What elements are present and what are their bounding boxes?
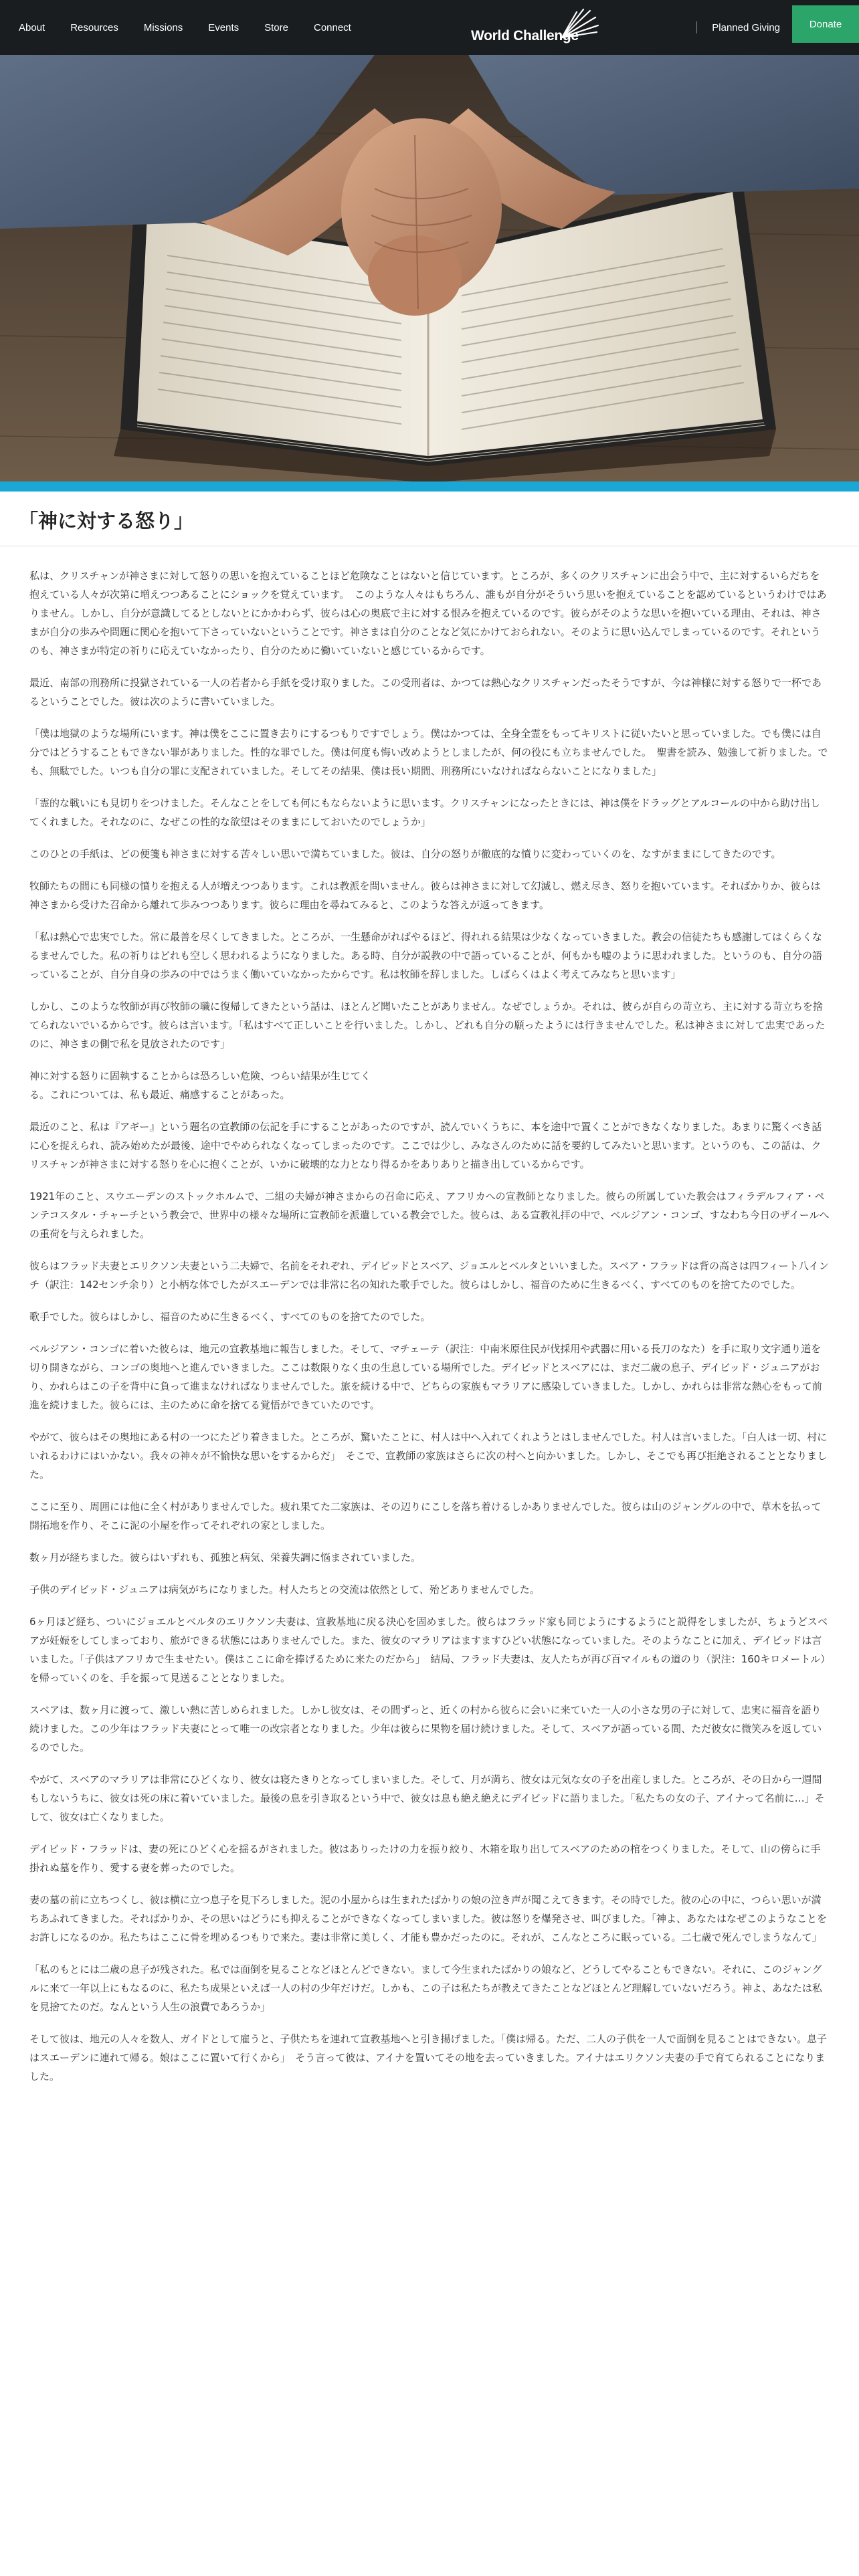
article-paragraph: スベアは、数ヶ月に渡って、激しい熱に苦しめられました。しかし彼女は、その間ずっと、近くの村から彼らに会いに来ていた一人の小さな男の子に対して、忠実に福音を語り続けました。この少年はフラッド夫妻にとって唯一の改宗者となりました。少年は彼らに果物を届け続けました。そして、スベアが語っている間、ただ彼女に微笑みを返しているのでした。 xyxy=(29,1704,822,1753)
nav-item-about[interactable]: About xyxy=(19,21,45,33)
donate-button[interactable]: Donate xyxy=(792,5,859,43)
article-paragraph: 「霊的な戦いにも見切りをつけました。そんなことをしても何にもならないように思います。クリスチャンになったときには、神は僕をドラッグとアルコールの中から助け出してくれました。それなのに、なぜこの性的な欲望はそのままにしておいたのでしょうか」 xyxy=(29,797,820,828)
article-paragraph: 6ヶ月ほど経ち、ついにジョエルとベルタのエリクソン夫妻は、宣教基地に戻る決心を固めました。彼らはフラッド家も同じようにするようにと説得をしましたが、ちょうどスベアが妊娠をしてしまっており、旅ができる状態にはありませんでした。また、彼女のマラリアはますますひどい状態になっていました。そのようなことに加え、デイビッドは言いました。「子供はアフリカで生ませたい。僕はここに命を捧げるために来たのだから」 結局、フラッド夫妻は、友人たちが再び百マイルもの道のり（訳注：160キロメートル）を帰っていくのを、手を振って見送ることとなりました。 xyxy=(29,1616,828,1684)
hero-image xyxy=(0,55,859,481)
article-paragraph: 「僕は地獄のような場所にいます。神は僕をここに置き去りにするつもりですでしょう。僕はかつては、全身全霊をもってキリストに従いたいと思っていました。でも僕には自分ではどうすることもできない罪がありました。性的な罪でした。僕は何度も悔い改めようとしましたが、何の役にも立ちませんでした。 聖書を読み、勉強して祈りました。でも、無駄でした。いつも自分の罪に支配されていました。そしてその結果、僕は長い期間、刑務所にいなければならないことになりました」 xyxy=(29,728,828,777)
article-paragraph: やがて、彼らはその奥地にある村の一つにたどり着きました。ところが、驚いたことに、村人は中へ入れてくれようとはしませんでした。村人は言いました。「白人は一切、村にいれるわけにはいかない。我々の神々が不愉快な思いをするからだ」 そこで、宣教師の家族はさらに次の村へと向かいました。しかし、そこでも再び拒絶されることとなりました。 xyxy=(29,1431,828,1481)
nav-item-resources[interactable]: Resources xyxy=(70,21,118,33)
article-paragraph: 妻の墓の前に立ちつくし、彼は横に立つ息子を見下ろしました。泥の小屋からは生まれたばかりの娘の泣き声が聞こえてきます。その時でした。彼の心の中に、つらい思いが満ちあふれてきました。そればかりか、その思いはどうにも抑えることができなくなってしまいました。彼は怒りを爆発させ、叫びました。「神よ、あなたはなぜこのようなことをお許しになるのか。私たちはここに骨を埋めるつもりで来た。妻は非常に美しく、才能も豊かだったのに。それが、こんなところに眠っている。二七歳で死んでしまうなんて」 xyxy=(29,1894,828,1943)
title-section xyxy=(0,492,859,546)
nav-right xyxy=(696,0,859,55)
article-paragraph: 最近、南部の刑務所に投獄されている一人の若者から手紙を受け取りました。この受刑者は、かつては熱心なクリスチャンだったそうですが、今は神様に対する怒りで一杯であるということでした。彼は次のように書いていました。 xyxy=(29,677,822,708)
top-navigation xyxy=(0,0,859,55)
page-title: 「神に対する怒り」 xyxy=(19,510,194,532)
article-paragraph: 数ヶ月が経ちました。彼らはいずれも、孤独と病気、栄養失調に悩まされていました。 xyxy=(29,1551,421,1564)
article-paragraph: そして彼は、地元の人々を数人、ガイドとして雇うと、子供たちを連れて宣教基地へと引き揚げました。「僕は帰る。ただ、二人の子供を一人で面倒を見ることはできない。息子はスエーデンに連れて帰る。娘はここに置いて行くから」 そう言って彼は、アイナを置いてその地を去っていきました。アイナはエリクソン夫妻の手で育てられることになりました。 xyxy=(29,2033,828,2082)
article-body xyxy=(0,546,859,2126)
nav-item-events[interactable]: Events xyxy=(208,21,240,33)
article-paragraph: 1921年のこと、スウエーデンのストックホルムで、二組の夫婦が神さまからの召命に応え、アフリカへの宣教師となりました。彼らの所属していた教会はフィラデルフィア・ペンテコスタル・チャーチという教会で、世界中の様々な場所に宣教師を派遣している教会でした。彼らは、ある宣教礼拝の中で、ベルジアン・コンゴ、すなわち今日のザイールへの重荷を与えられました。 xyxy=(29,1190,830,1240)
nav-menu xyxy=(0,22,377,33)
nav-item-connect[interactable]: Connect xyxy=(313,21,351,33)
article-paragraph: デイビッド・フラッドは、妻の死にひどく心を揺るがされました。彼はありったけの力を振り絞り、木箱を取り出してスベアのための棺をつくりました。そして、山の傍らに手掛れぬ墓を作り、愛する妻を葬ったのでした。 xyxy=(29,1843,821,1874)
accent-bar xyxy=(0,481,859,492)
nav-divider xyxy=(696,21,697,33)
site-logo[interactable] xyxy=(471,8,605,48)
article-paragraph: ベルジアン・コンゴに着いた彼らは、地元の宣教基地に報告しました。そして、マチェーテ（訳注：中南米原住民が伐採用や武器に用いる長刀のなた）を手に取り文字通り道を切り開きながら、コンゴの奥地へと進んでいきました。ここは数限りなく虫の生息している場所でした。デイビッドとスベアには、まだ二歳の息子、デイビッド・ジュニアがおり、かれらはこの子を背中に負って進まなければなりませんでした。旅を続ける中で、どちらの家族もマラリアに感染していきました。しかし、かれらは非常な熱心をもって前進を続けました。彼らには、主のために命を捨てる覚悟ができていたのです。 xyxy=(29,1343,822,1411)
article-paragraph: 子供のデイビッド・ジュニアは病気がちになりました。村人たちとの交流は依然として、殆どありませんでした。 xyxy=(29,1584,540,1596)
planned-giving-label: Planned Giving xyxy=(712,21,780,33)
article-paragraph: 「私のもとには二歳の息子が残された。私では面倒を見ることなどほとんどできない。まして今生まれたばかりの娘など、どうしてやることもできない。それに、このジャングルに来て一年以上にもなるのに、私たち成果といえば一人の村の少年だけだ。しかも、この子は私たちが教えてきたことなどほとんど理解していないだろう。神よ、あなたは私を見捨てたのだ。なんという人生の浪費であろうか」 xyxy=(29,1963,823,2013)
article-paragraph: ここに至り、周囲には他に全く村がありませんでした。疲れ果てた二家族は、その辺りにこしを落ち着けるしかありませんでした。彼らは山のジャングルの中で、草木を払って開拓地を作り、そこに泥の小屋を作ってそれぞれの家としました。 xyxy=(29,1501,822,1531)
article-paragraph: 歌手でした。彼らはしかし、福音のために生きるべく、すべてのものを捨てたのでした。 xyxy=(29,1311,431,1323)
article-paragraph: やがて、スベアのマラリアは非常にひどくなり、彼女は寝たきりとなってしまいました。そして、月が満ち、彼女は元気な女の子を出産しました。ところが、その日から一週間もしないうちに、彼女は死の床に着いていました。最後の息を引き取るという中で、彼女は息も絶え絶えにデイビッドに語りました。「私たちの女の子、アイナって名前に…」そして、彼女は亡くなりました。 xyxy=(29,1774,825,1823)
logo-text: World Challenge xyxy=(471,28,579,43)
article-paragraph: このひとの手紙は、どの便箋も神さまに対する苦々しい思いで満ちていました。彼は、自分の怒りが徹底的な憤りに変わっていくのを、なすがままにしてきたのです。 xyxy=(29,848,781,860)
nav-item-store[interactable]: Store xyxy=(264,21,288,33)
starburst-logo-icon xyxy=(557,8,599,39)
article-paragraph: 彼らはフラッド夫妻とエリクソン夫妻という二夫婦で、名前をそれぞれ、デイビッドとスベア、ジョエルとベルタといいました。スベア・フラッドは背の高さは四フィート八インチ（訳注：142センチ余り）と小柄な体でしたがスエーデンでは非常に名の知れた歌手でした。彼らはしかし、福音のために生きるべく、すべてのものを捨てたのでした。 xyxy=(29,1260,829,1291)
article-paragraph: 「私は熱心で忠実でした。常に最善を尽くしてきました。ところが、一生懸命がればやるほど、得れれる結果は少なくなっていきました。教会の信徒たちも感謝してはくらくなるませんでした。私の祈りはどれも空しく思われるようになりました。ある時、自分が説教の中で語っていることが、何もかも嘘のように思われました。というのも、自分の語っていることが、自分自身の歩みの中ではうまく働いていなかったからです。私は牧師を辞しました。しばらくはよく考えてみなちと思います」 xyxy=(29,931,823,980)
article-paragraph: しかし、このような牧師が再び牧師の職に復帰してきたという話は、ほとんど聞いたことがありません。なぜでしょうか。それは、彼らが自らの苛立ち、主に対する苛立ちを捨てられないでいるからです。彼らは言います。「私はすべて正しいことを行いました。しかし、どれも自分の願ったようには行きませんでした。私は神さまに対して忠実であったのに、神さまの側で私を見放されたのです」 xyxy=(29,1000,826,1050)
pull-quote: 神に対する怒りに固執することからは恐ろしい危険、つらい結果が生じてくる。これについては、私も最近、痛感することがあった。 xyxy=(29,1070,371,1101)
hands-on-bible-image xyxy=(0,55,859,481)
planned-giving-link[interactable] xyxy=(696,21,780,33)
article-paragraph: 最近のこと、私は『アギー』という題名の宣教師の伝記を手にすることがあったのですが、読んでいくうちに、本を途中で置くことができなくなりました。あまりに驚くべき話に心を捉えられ、読み始めたが最後、途中でやめられなくなってしまったのです。ここでは少し、みなさんのために話を要約してみたいと思います。というのも、この話は、クリスチャンが神さまに対する怒りを心に抱くことが、いかに破壊的な力となり得るかをありありと描き出しているからです。 xyxy=(29,1121,822,1170)
article-paragraph: 牧師たちの間にも同様の憤りを抱える人が増えつつあります。これは教派を問いません。彼らは神さまに対して幻滅し、燃え尽き、怒りを抱いています。そればかりか、彼らは神さまから受けた召命から離れて歩みつつあります。彼らに理由を尋ねてみると、このような答えが返ってきます。 xyxy=(29,880,821,911)
article-paragraph: 私は、クリスチャンが神さまに対して怒りの思いを抱えていることほど危険なことはないと信じています。ところが、多くのクリスチャンに出会う中で、主に対するいらだちを抱えている人々が次第に増えつつあることにショックを覚えています。 このような人々はもちろん、誰もが自分がそういう思いを抱えていることを認めているというわけではありません。しかし、自分が意識してるとしないとにかかわらず、彼らは心の奥底で主に対する恨みを抱えているのです。彼らがそのような思いを抱いている理由、それは、神さまが自分の歩みや問題に関心を抱いて下さっていないということです。神さまは自分のことなど気にかけておられない。そのように思い込んでしまっているのです。それというのも、神さまが特定の祈りに応えていなかったり、自分のために働いていないと感じているからです。 xyxy=(29,570,827,657)
nav-item-missions[interactable]: Missions xyxy=(143,21,183,33)
